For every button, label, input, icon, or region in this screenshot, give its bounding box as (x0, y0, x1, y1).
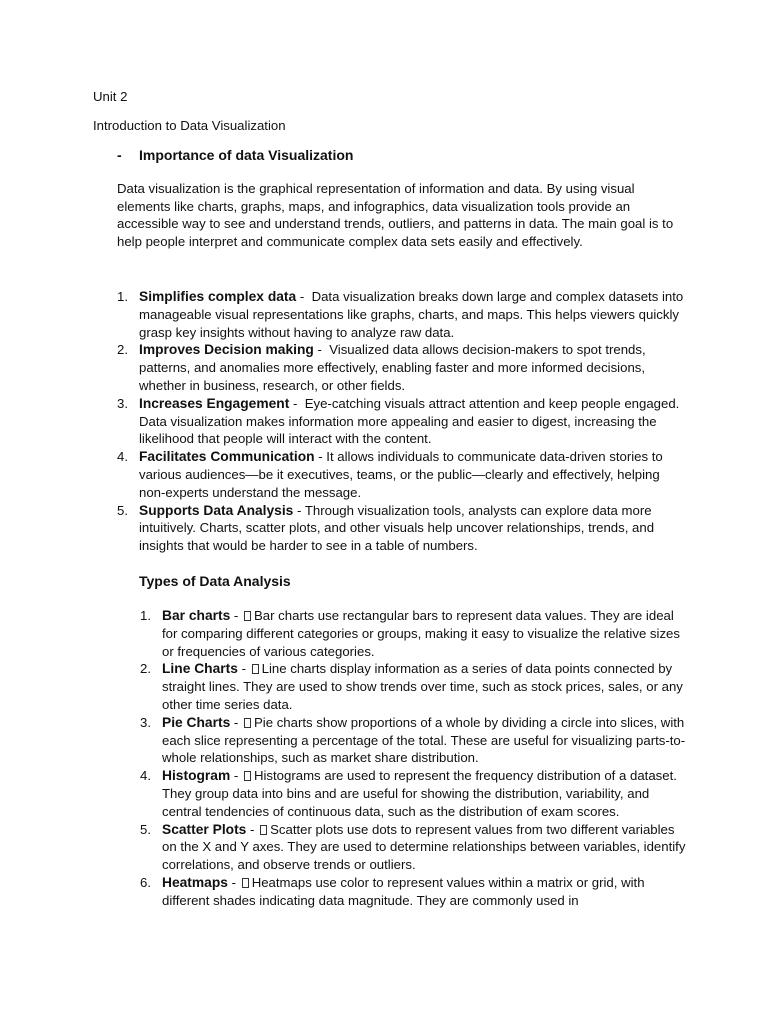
type-term: Histogram (162, 768, 231, 784)
importance-paragraph: Data visualization is the graphical representation of information and data. By using visual elements like charts, graphs, maps, and infographics, data visualization tools provide an accessible way to see and understand trends, outliers, and patterns in data. The main goal is to help people interpret and communicate complex data sets easily and effectively. (117, 181, 674, 249)
missing-glyph-icon (252, 664, 259, 674)
importance-bullet: - (117, 147, 122, 163)
type-item (140, 874, 690, 910)
type-term: Pie Charts (162, 714, 231, 730)
type-item (140, 660, 690, 713)
type-item (140, 607, 690, 660)
type-term: Scatter Plots (162, 821, 247, 837)
separator: - (230, 608, 242, 623)
benefit-item (117, 502, 687, 555)
missing-glyph-icon (244, 718, 251, 728)
missing-glyph-icon (260, 825, 267, 835)
benefit-term: Simplifies complex data (139, 289, 297, 304)
benefit-text: It allows individuals to communicate data-driven stories to various audiences—be it executives, teams, or the public—clearly and effectively, helping non-experts understand the message. (139, 449, 663, 500)
benefit-term: Improves Decision making (139, 342, 314, 358)
separator: - (296, 289, 312, 304)
unit-label: Unit 2 (93, 89, 128, 104)
type-item (140, 821, 690, 874)
separator: - (289, 395, 305, 411)
list-number: 3. (117, 395, 128, 411)
importance-heading: Importance of data Visualization (139, 147, 354, 163)
missing-glyph-icon (244, 611, 251, 621)
type-text: Heatmaps use color to represent values within a matrix or grid, with different shades indicating data magnitude. They are commonly used in (162, 874, 645, 908)
type-text: Bar charts use rectangular bars to represent data values. They are ideal for comparing different categories or groups, making it easy to visualize the relative sizes or frequencies of various categories. (162, 608, 680, 659)
type-term: Bar charts (162, 608, 231, 623)
benefit-item (117, 448, 687, 501)
benefit-item (117, 341, 687, 394)
type-item (140, 767, 690, 820)
type-text: Pie charts show proportions of a whole by dividing a circle into slices, with each slice representing a percentage of the total. These are useful for visualizing parts-to-whole relationships, such as market share distribution. (162, 714, 686, 766)
type-text: Scatter plots use dots to represent values from two different variables on the X and Y axes. They are used to determine relationships between variables, identify correlations, and observe trends or outliers. (162, 821, 686, 873)
intro-title: Introduction to Data Visualization (93, 118, 286, 133)
benefit-text: Data visualization breaks down large and complex datasets into manageable visual representations like graphs, charts, and maps. This helps viewers quickly grasp key insights without having to analyze raw data. (139, 289, 684, 340)
list-number: 2. (140, 661, 151, 677)
separator: - (293, 502, 305, 518)
benefit-term: Facilitates Communication (139, 449, 315, 465)
type-item (140, 714, 690, 767)
benefits-list (117, 288, 687, 555)
list-number: 1. (117, 289, 128, 304)
benefit-term: Supports Data Analysis (139, 502, 294, 518)
list-number: 2. (117, 342, 128, 358)
type-text: Line charts display information as a series of data points connected by straight lines. They are used to show trends over time, such as stock prices, sales, or any other time series data. (162, 661, 683, 712)
benefit-text: Through visualization tools, analysts can explore data more intuitively. Charts, scatter plots, and other visuals help uncover relationships, trends, and insights that would be harder to see in a table of numbers. (139, 502, 655, 554)
missing-glyph-icon (242, 878, 249, 888)
separator: - (227, 874, 240, 890)
separator: - (237, 661, 250, 677)
benefit-item (117, 288, 687, 341)
benefit-text: Visualized data allows decision-makers to spot trends, patterns, and anomalies more effectively, enabling faster and more informed decisions, whether in business, research, or other fields. (139, 342, 646, 393)
benefit-term: Increases Engagement (139, 395, 290, 411)
type-text: Histograms are used to represent the frequency distribution of a dataset. They group data into bins and are useful for showing the distribution, variability, and central tendencies of continuous data, such as the distribution of exam scores. (162, 768, 677, 819)
list-number: 1. (140, 608, 151, 623)
list-number: 6. (140, 874, 151, 890)
separator: - (314, 449, 327, 465)
benefit-item (117, 395, 687, 448)
type-term: Line Charts (162, 661, 238, 677)
separator: - (246, 821, 259, 837)
list-number: 5. (117, 502, 128, 518)
type-term: Heatmaps (162, 874, 228, 890)
missing-glyph-icon (244, 771, 251, 781)
separator: - (230, 768, 242, 784)
list-number: 4. (140, 768, 151, 784)
list-number: 5. (140, 821, 151, 837)
types-list (140, 607, 690, 910)
benefit-text: Eye-catching visuals attract attention and keep people engaged. Data visualization makes information more appealing and easier to digest, increasing the likelihood that people will interact with the content. (139, 395, 680, 447)
separator: - (230, 714, 242, 730)
separator: - (313, 342, 330, 358)
list-number: 3. (140, 714, 151, 730)
list-number: 4. (117, 449, 128, 465)
types-heading: Types of Data Analysis (139, 573, 291, 589)
